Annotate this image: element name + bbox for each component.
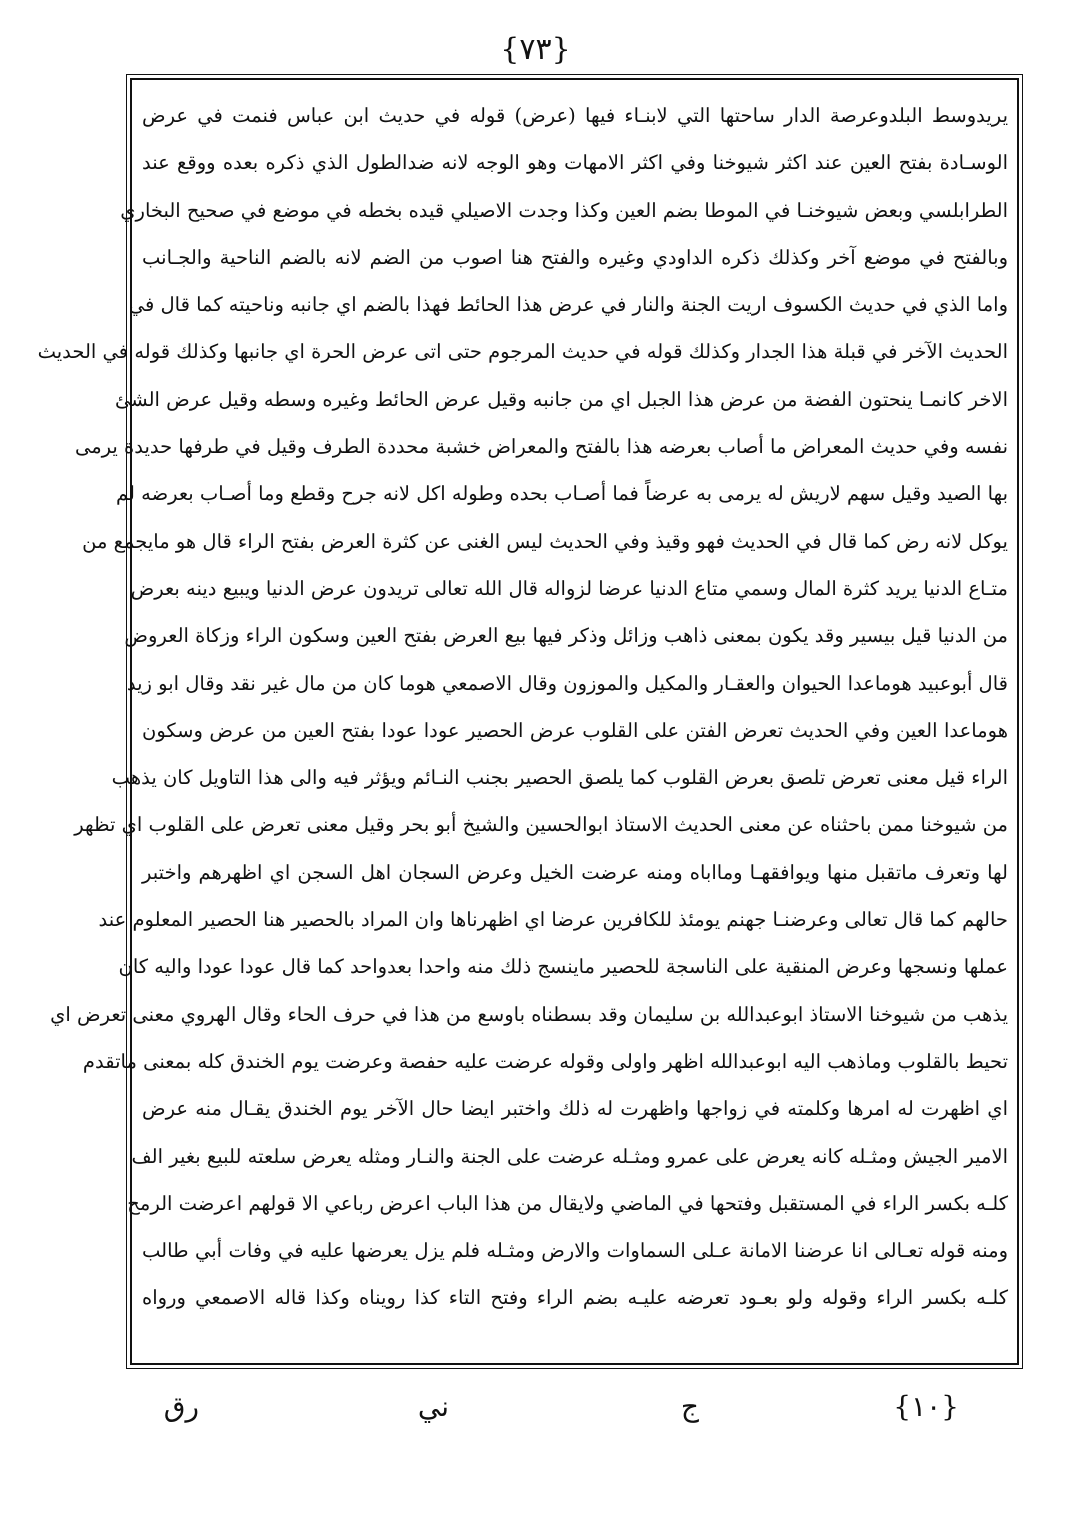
- page-number: {٧٣}: [500, 32, 571, 67]
- text-line: يوكل لانه رض كما قال في الحديث فهو وقيذ وفي الحديث ليس الغنى عن كثرة العرض بفتح الراء قال هو مايجمع من: [82, 529, 1008, 553]
- text-line: كلـه بكسر الراء وقوله ولو بعـود تعرضه عليـه بضم الراء وفتح التاء كذا رويناه وكذا قاله الاصمعي ورواه: [142, 1286, 1008, 1310]
- body-text: [37, 92, 1008, 1322]
- text-line: الاخر كانمـا ينحتون الفضة من عرض هذا الجبل اي من جانبه وقيل عرض الحائط وغيره وسطه وقيل عرض الشئ: [114, 387, 1008, 411]
- signature-mark: {١٠}: [893, 1390, 959, 1423]
- text-line: بها الصيد وقيل سهم لاريش له يرمى به عرضاً فما أصـاب بحده وطوله اكل لانه جرح وقطع وما أصـاب بعرضه لم: [116, 482, 1008, 506]
- text-line: نفسه وفي حديث المعراض ما أصاب بعرضه هذا بالفتح والمعراض خشبة محددة الطرف وقيل في طرفها حديدة يرمى: [74, 435, 1008, 459]
- text-line: من الدنيا قيل بيسير وقد يكون بمعنى ذاهب وزائل وذكر فيها بيع العرض بفتح العين وسكون الراء وزكاة العروض: [124, 624, 1008, 648]
- text-line: الراء قيل معنى تعرض تلصق بعرض القلوب كما يلصق الحصير بجنب النـائم ويؤثر فيه والى هذا التاويل كان يذهب: [111, 766, 1008, 790]
- text-line: الحديث الآخر في قبلة هذا الجدار وكذلك قوله في حديث المرجوم حتى اتى عرض الحرة اي جانبها وكذلك قوله في الحديث: [37, 340, 1008, 364]
- text-line: اي اظهرت له امرها وكلمته في زواجها واظهرت له ذلك واختبر ايضا حال الآخر يوم الخندق يقـال منه عرض: [142, 1097, 1008, 1121]
- text-line: متـاع الدنيا يريد كثرة المال وسمي متاع الدنيا عرضا لزواله قال الله تعالى تريدون عرض الدنيا ويبيع دينه بعرض: [130, 576, 1008, 600]
- text-line: لها وتعرف ماتقبل منها ويوافقهـا ومااباه ومنه عرضت الخيل وعرض السجان اهل السجن اي اظهرهم واختبر: [142, 860, 1008, 884]
- text-line: يذهب من شيوخنا الاستاذ ابوعبدالله بن سليمان وقد بسطناه باوسع من هذا في حرف الحاء وقال الهروي معنى تعرض اي: [50, 1002, 1008, 1026]
- text-line: عملها ونسجها وعرض المنقية على الناسجة للحصير ماينسج ذلك منه واحدا بعدواحد كما قال عودا عودا واليه كان: [118, 955, 1008, 979]
- footer-mark: ني: [417, 1390, 449, 1423]
- footer-mark: رق: [163, 1390, 199, 1423]
- text-line: قال أبوعبيد هوماعدا الحيوان والعقـار والمكيل والموزون وقال الاصمعي هوما كان من مال غير نقد وقال ابو زيد: [126, 671, 1008, 695]
- text-line: الامير الجيش ومثـله كانه يعرض على عمرو ومثـله عرضت على الجنة والنـار ومثله يعرض سلعته للبيع بغير الف: [131, 1144, 1008, 1168]
- text-line: حالهم كما قال تعالى وعرضنـا جهنم يومئذ للكافرين عرضا اي اظهرناها وان المراد بالحصير هنا الحصير المعلوم عند: [98, 908, 1008, 932]
- text-line: تحيط بالقلوب وماذهب اليه ابوعبدالله اظهر واولى وقوله عرضت عليه حفصة وعرضت يوم الخندق كله بمعنى ماتقدم: [82, 1049, 1008, 1073]
- text-line: وبالفتح في موضع آخر وكذلك ذكره الداودي وغيره والفتح هنا اصوب من الضم لانه بالضم الناحية والجـانب: [142, 245, 1008, 269]
- text-line: الوسـادة بفتح العين عند اكثر شيوخنا وفي اكثر الامهات وهو الوجه لانه ضدالطول الذي ذكره بعده ووقع عند: [142, 151, 1008, 175]
- text-line: يريدوسط البلدوعرصة الدار ساحتها التي لابنـاء فيها (عرض) قوله في حديث ابن عباس فنمت في عرض: [142, 104, 1008, 127]
- footer-mark: ج: [680, 1390, 699, 1423]
- text-line: الطرابلسي وبعض شيوخنـا في الموطا بضم العين وكذا وجدت الاصيلي قيده بخطه في موضع في صحيح البخاري: [120, 198, 1008, 222]
- text-line: كلـه بكسر الراء في المستقبل وفتحها في الماضي ولايقال من هذا الباب اعرض رباعي الا قولهم اعرضت الرمح: [127, 1191, 1008, 1215]
- text-line: من شيوخنا ممن باحثناه عن معنى الحديث الاستاذ ابوالحسين والشيخ أبو بحر وقيل معنى تعرض على القلوب اي تظهر: [74, 813, 1008, 837]
- page-footer: [130, 1382, 1019, 1432]
- text-line: ومنه قوله تعـالى انا عرضنا الامانة عـلى السماوات والارض ومثـله فلم يزل يعرضها عليه في وفات أبي طالب: [142, 1239, 1008, 1263]
- text-line: واما الذي في حديث الكسوف اريت الجنة والنار في عرض هذا الحائط فهذا بالضم اي جانبه وناحيته كما قال في: [128, 293, 1008, 317]
- text-line: هوماعدا العين وفي الحديث تعرض الفتن على القلوب عرض الحصير عودا عودا بفتح العين من عرض وسكون: [142, 718, 1008, 742]
